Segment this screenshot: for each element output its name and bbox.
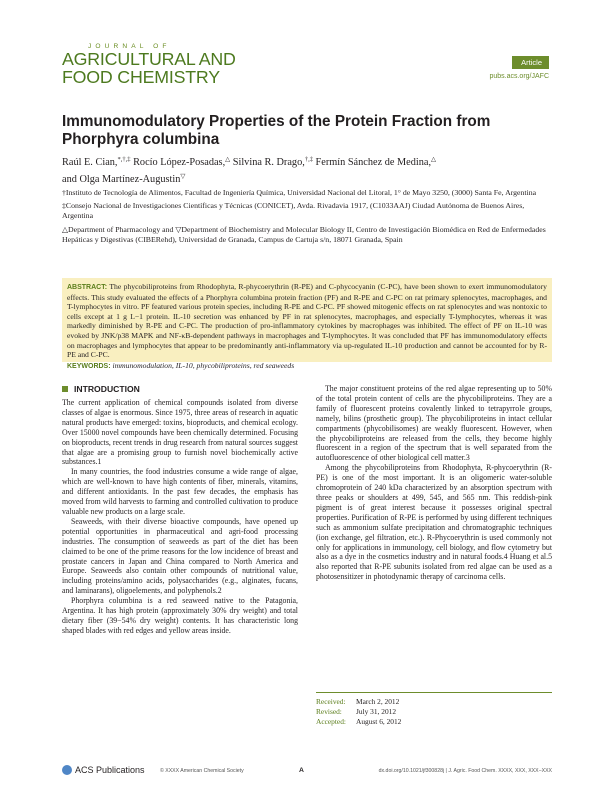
keywords [67, 361, 547, 372]
paragraph: In many countries, the food industries consume a wide range of algae, which are well-known to have high contents of fiber, minerals, vitamins, and different antioxidants. In the past few decades, the emphasis has moved from wild harvests to farming and controlled cultivation to produce valuable new products on a large scale. [62, 467, 298, 516]
affiliation: †Instituto de Tecnología de Alimentos, Facultad de Ingeniería Química, Universidad Nacional del Litoral, 1° de Mayo 3250, (3000) Santa Fe, Argentina [62, 188, 537, 197]
author[interactable]: Fermín Sánchez de Medina,△ [315, 156, 437, 168]
author[interactable]: and Olga Martínez-Augustin▽ [62, 172, 186, 185]
affiliations [62, 188, 556, 248]
journal-url-link[interactable]: pubs.acs.org/JAFC [489, 73, 549, 80]
author[interactable]: Rocío López-Posadas,△ [133, 156, 231, 168]
date-revised: Revised: July 31, 2012 [316, 707, 397, 717]
acs-publications-logo: ACS Publications [62, 765, 145, 775]
section-square-icon [62, 386, 68, 392]
keywords-list: immunomodulation, IL-10, phycobiliproteins, red seaweeds [112, 360, 295, 370]
article-type-badge: Article [512, 56, 549, 69]
section-heading: INTRODUCTION [62, 384, 298, 394]
copyright: © XXXX American Chemical Society [160, 768, 244, 774]
affiliation: △Department of Pharmacology and ▽Department of Biochemistry and Molecular Biology II, Centro de Investigación Biomédica en Red de Enfermedades Hepáticas y Digestivas (CIBERehd), Universidad de Granada, Campus de Cartuja s/n, 18071 Granada, Spain [62, 224, 546, 244]
author-list [62, 153, 562, 186]
author[interactable]: Silvina R. Drago,†,‡ [232, 156, 313, 168]
page-number: A [299, 767, 304, 774]
paragraph: The major constituent proteins of the red algae representing up to 50% of the total protein content of cells are the phycobiliproteins. They are a family of fluorescent proteins covalently linked to tetrapyrrole groups, namely, bilins (prosthetic group). The phycobiliproteins in intact cellular compartments (phycobilisomes) are weakly fluorescent. However, when the phycobiliproteins are released from the cells, they become highly fluorescent in a region of the spectrum that is well separated from the autofluorescence of other biological cell matter.3 [316, 384, 552, 463]
paragraph: Among the phycobiliproteins from Rhodophyta, R-phycoerythrin (R-PE) is one of the most important. It is an oligomeric water-soluble chromoprotein of 240 kDa characterized by an absorption spectrum with three peaks or shoulders at 499, 545, and 565 nm. This reddish-pink pigment is of great interest because it possesses original spectral properties. Purification of R-PE is performed by using different techniques such as ammonium sulfate precipitation and chromatographic techniques (ion exchange, gel filtration, etc.). R-Phycoerythrin is used commonly not only for applications in immunology, cell biology, and flow cytometry but also as a dye in the cosmetics industry and in natural foods.4 Huang et al.5 also reported that R-PE subunits isolated from red algae can be used as a photosensitizer in photodynamic therapy of carcinoma cells. [316, 463, 552, 582]
paragraph: Phorphyra columbina is a red seaweed native to the Patagonia, Argentina. It has high protein (approximately 30% dry weight) and total dietary fiber (39−54% dry weight) contents. It has characteristic long shaped blades with red edges and yellow areas inside. [62, 596, 298, 635]
article-dates [316, 692, 552, 728]
paper-title: Immunomodulatory Properties of the Protein Fraction from Phorphyra columbina [62, 113, 491, 148]
journal-name-small: JOURNAL OF [88, 43, 171, 50]
affiliation: ‡Consejo Nacional de Investigaciones Científicas y Técnicas (CONICET), Avda. Rivadavia 1917, (C1033AAJ) Ciudad Autónoma de Buenos Aires, Argentina [62, 201, 525, 221]
journal-name-line1: AGRICULTURAL AND [62, 49, 236, 69]
abstract-label: ABSTRACT: [67, 284, 108, 291]
paragraph: Seaweeds, with their diverse bioactive compounds, have opened up potential opportunities in pharmaceutical and agri-food processing industries. The consumption of seaweeds as part of the diet has been claimed to be one of the prime reasons for the low incidence of breast and prostate cancers in Japan and China compared to North America and Europe. Seaweeds also contain other compounds of nutritional value, including proteins/amino acids, polysaccharides (e.g., alginates, fucans, and laminarans), oligoelements, and polyphenols.2 [62, 516, 298, 596]
left-column [62, 384, 298, 636]
author[interactable]: Raúl E. Cian,*,†,‡ [62, 156, 131, 168]
doi-citation-link[interactable]: dx.doi.org/10.1021/jf300828j | J. Agric. Food Chem. XXXX, XXX, XXX−XXX [378, 768, 552, 774]
abstract-box [62, 278, 552, 370]
abstract-body: The phycobiliproteins from Rhodophyta, R-phycoerythrin (R-PE) and C-phycocyanin (C-PC), have been shown to exert immunomodulatory effects. This study evaluated the effects of a Phorphyra columbina protein fraction (PF) and R-PE and C-PC on rat primary splenocytes, macrophages, and T-lymphocytes in vitro. PF featured various protein species, including R-PE and C-PC. PF showed mitogenic effects on rat splenocytes and was nontoxic to cells except at 1 g L−1 protein. IL-10 secretion was enhanced by PF in rat splenocytes, macrophages, and especially T-lymphocytes, whereas it was markedly diminished by R-PE and C-PC. The production of pro-inflammatory cytokines by macrophages was inhibited. The effect of PF on IL-10 was evoked by JNK/p38 MAPK and NF-κB-dependent pathways in macrophages and T-lymphocytes. It was concluded that PF has immunomodulatory effects on macrophages and lymphocytes that appear to be predominantly anti-inflammatory via up-regulated IL-10 production and cannot be accounted for by R-PE and C-PC. [67, 282, 547, 360]
date-received: Received: March 2, 2012 [316, 697, 400, 706]
abstract [67, 282, 547, 360]
acs-logo-icon [62, 765, 72, 775]
date-accepted: Accepted: August 6, 2012 [316, 717, 402, 727]
paragraph: The current application of chemical compounds isolated from diverse classes of algae is enormous. Since 1975, three areas of research in aquatic natural products have emerged: toxins, bioproducts, and chemical ecology. Over 15000 novel compounds have been chemically determined. Focusing on bioproducts, recent trends in drug research from natural sources suggest that algae are a promising group to furnish novel biochemically active substances.1 [62, 398, 298, 467]
journal-name-line2: FOOD CHEMISTRY [62, 67, 220, 87]
keywords-label: KEYWORDS: [67, 362, 111, 370]
right-column [316, 384, 552, 582]
